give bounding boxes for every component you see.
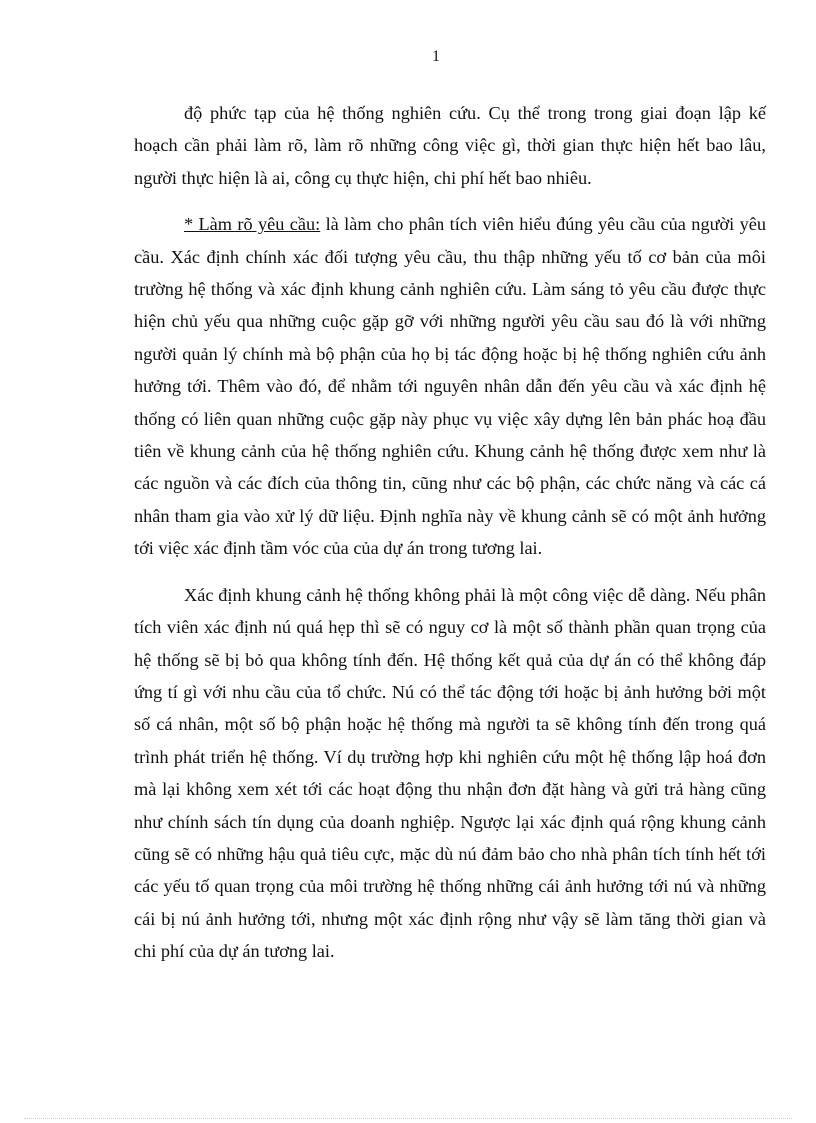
paragraph-2 (134, 208, 766, 564)
page-bottom-divider (24, 1118, 792, 1119)
page-number: 1 (432, 48, 440, 65)
paragraph-3: Xác định khung cảnh hệ thống không phải là một công việc dễ dàng. Nếu phân tích viên xác định nú quá hẹp thì sẽ có nguy cơ là một số thành phần quan trọng của hệ thống sẽ bị bỏ qua không tính đến. Hệ thống kết quả của dự án có thể không đáp ứng tí gì với nhu cầu của tổ chức. Nú có thể tác động tới hoặc bị ảnh hưởng bởi một số cá nhân, một số bộ phận hoặc hệ thống mà người ta sẽ không tính đến trong quá trình phát triển hệ thống. Ví dụ trường hợp khi nghiên cứu một hệ thống lập hoá đơn mà lại không xem xét tới các hoạt động thu nhận đơn đặt hàng và gửi trả hàng cũng như chính sách tín dụng của doanh nghiệp. Ngược lại xác định quá rộng khung cảnh cũng sẽ có những hậu quả tiêu cực, mặc dù nú đảm bảo cho nhà phân tích tính hết tới các yếu tố quan trọng của môi trường hệ thống những cái ảnh hưởng tới nú và những cái bị nú ảnh hưởng tới, nhưng một xác định rộng như vậy sẽ làm tăng thời gian và chi phí của dự án tương lai. (134, 584, 766, 962)
paragraph-2-text: là làm cho phân tích viên hiểu đúng yêu cầu của người yêu cầu. Xác định chính xác đối tượng yêu cầu, thu thập những yếu tố cơ bản của môi trường hệ thống và xác định khung cảnh nghiên cứu. Làm sáng tỏ yêu cầu được thực hiện chủ yếu qua những cuộc gặp gỡ với những người yêu cầu sau đó là với những người quản lý chính mà bộ phận của họ bị tác động hoặc bị hệ thống nghiên cứu ảnh hưởng tới. Thêm vào đó, để nhằm tới nguyên nhân dẫn đến yêu cầu và xác định hệ thống có liên quan những cuộc gặp này phục vụ việc xây dựng lên bản phác hoạ đầu tiên về khung cảnh của hệ thống nghiên cứu. Khung cảnh hệ thống được xem như là các nguồn và các đích của thông tin, cũng như các bộ phận, các chức năng và các cá nhân tham gia vào xử lý dữ liệu. Định nghĩa này về khung cảnh sẽ có một ảnh hưởng tới việc xác định tầm vóc của của dự án trong tương lai. (134, 214, 767, 559)
document-body (134, 97, 766, 982)
paragraph-1: độ phức tạp của hệ thống nghiên cứu. Cụ thể trong trong giai đoạn lập kế hoạch cần phải làm rõ, làm rõ những công việc gì, thời gian thực hiện hết bao lâu, người thực hiện là ai, công cụ thực hiện, chi phí hết bao nhiêu. (134, 103, 766, 188)
section-heading-lam-ro-yeu-cau: * Làm rõ yêu cầu: (184, 214, 321, 235)
